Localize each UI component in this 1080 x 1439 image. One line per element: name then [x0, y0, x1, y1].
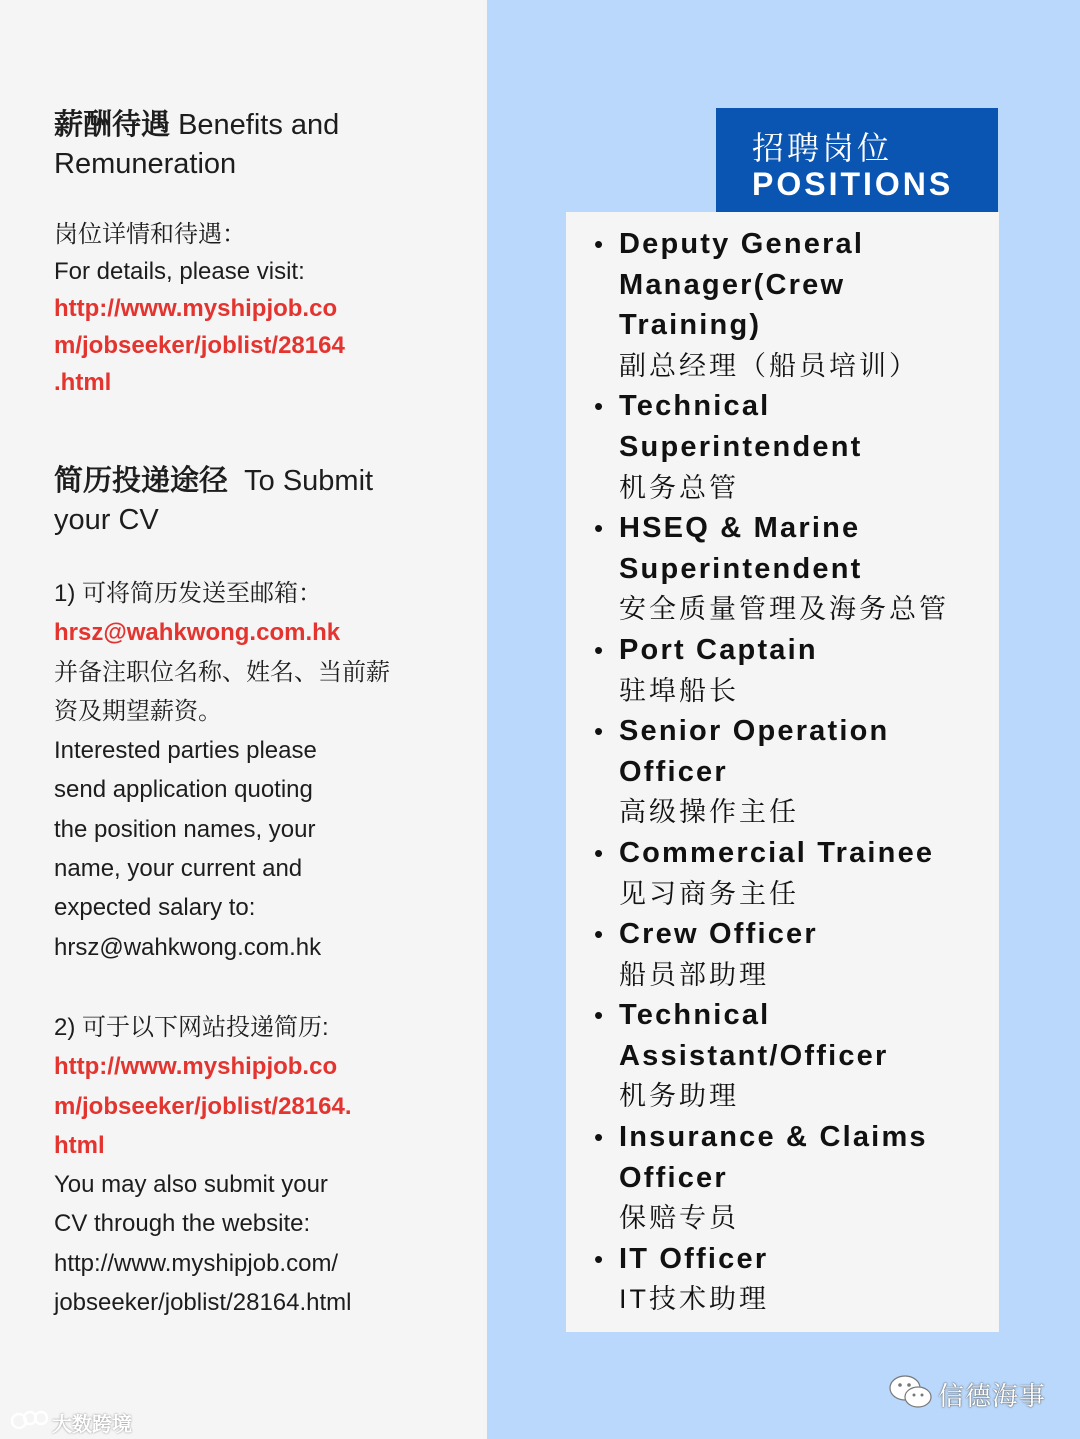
step1-note-en-5: expected salary to: — [54, 894, 256, 922]
submit-heading — [54, 462, 474, 540]
position-item — [592, 508, 949, 630]
details-label-zh: 岗位详情和待遇： — [54, 221, 246, 248]
positions-list — [592, 224, 949, 1320]
corner-watermark — [10, 1404, 150, 1434]
benefits-heading — [54, 106, 474, 184]
step1-note-en-2: send application quoting — [54, 776, 313, 804]
position-en: HSEQ & Marine — [619, 512, 861, 545]
details-label-en: For details, please visit: — [54, 258, 305, 285]
bullet: • — [594, 1122, 604, 1153]
submit-heading-en-2: your CV — [54, 504, 159, 536]
position-zh: 安全质量管理及海务总管 — [619, 594, 949, 625]
bullet: • — [594, 391, 604, 422]
position-zh: 副总经理（船员培训） — [619, 350, 919, 381]
position-en: Senior Operation — [619, 715, 890, 748]
position-zh: IT技术助理 — [619, 1284, 769, 1315]
wechat-name: 信德海事 — [938, 1381, 1047, 1411]
bullet: • — [594, 1000, 604, 1031]
position-en: Deputy General — [619, 228, 865, 260]
position-item — [592, 630, 949, 711]
bullet: • — [594, 919, 604, 950]
position-item — [592, 995, 949, 1117]
benefits-details — [54, 216, 474, 401]
benefits-heading-zh: 薪酬待遇 — [54, 109, 171, 141]
benefits-url-line-3[interactable]: .html — [54, 369, 112, 396]
bullet: • — [594, 229, 604, 259]
position-zh: 驻埠船长 — [619, 675, 739, 706]
position-en: Superintendent — [619, 430, 863, 463]
bullet: • — [594, 716, 604, 747]
submit-heading-zh: 简历投递途径 — [54, 465, 229, 497]
position-en: Technical — [619, 390, 771, 423]
step2-note-en-4: jobseeker/joblist/28164.html — [54, 1289, 352, 1317]
position-item — [592, 1239, 949, 1320]
position-item — [592, 914, 949, 995]
wechat-watermark — [888, 1370, 1048, 1414]
step2-note-en-1: You may also submit your — [54, 1171, 328, 1199]
position-en: IT Officer — [619, 1242, 769, 1275]
position-item — [592, 386, 949, 508]
position-item — [592, 1117, 949, 1239]
position-en: Technical — [619, 999, 771, 1032]
corner-text: 大数跨境 — [52, 1414, 132, 1436]
bullet: • — [594, 1243, 604, 1274]
position-zh: 船员部助理 — [619, 959, 769, 990]
bullet: • — [594, 634, 604, 665]
submit-step2 — [54, 1008, 474, 1322]
submit-url-line-2[interactable]: m/jobseeker/joblist/28164. — [54, 1092, 352, 1120]
position-en: Commercial Trainee — [619, 836, 935, 869]
step1-note-en-1: Interested parties please — [54, 737, 317, 765]
step1-note-zh-1: 并备注职位名称、姓名、当前薪 — [54, 658, 390, 686]
step1-label: 1) 可将简历发送至邮箱： — [54, 580, 323, 607]
submit-heading-en: To Submit — [228, 465, 374, 497]
position-item — [592, 711, 949, 833]
brand-logo-icon — [10, 1408, 50, 1432]
step2-label: 2) 可于以下网站投递简历: — [54, 1014, 329, 1041]
email-link[interactable]: hrsz@wahkwong.com.hk — [54, 619, 341, 647]
step1-note-en-3: the position names, your — [54, 815, 316, 843]
wechat-icon — [888, 1372, 934, 1412]
position-item — [592, 224, 949, 386]
position-en: Superintendent — [619, 552, 863, 585]
position-en: Port Captain — [619, 633, 818, 666]
position-en: Assistant/Officer — [619, 1039, 889, 1072]
benefits-heading-en: Benefits and — [170, 109, 340, 141]
submit-url-line-3[interactable]: html — [54, 1131, 105, 1159]
benefits-heading-en-2: Remuneration — [54, 148, 237, 180]
bullet: • — [594, 837, 604, 868]
step1-note-en-4: name, your current and — [54, 855, 303, 883]
position-zh: 高级操作主任 — [619, 797, 799, 828]
benefits-url-line-1[interactable]: http://www.myshipjob.co — [54, 295, 338, 322]
positions-box — [566, 212, 999, 1332]
position-zh: 保赔专员 — [619, 1203, 739, 1234]
position-zh: 机务总管 — [619, 472, 739, 503]
positions-header-en: POSITIONS — [752, 166, 954, 202]
positions-header — [716, 108, 998, 212]
position-en: Officer — [619, 1161, 728, 1194]
position-en: Officer — [619, 755, 728, 788]
step2-note-en-3: http://www.myshipjob.com/ — [54, 1249, 339, 1277]
position-en: Manager(Crew — [619, 268, 846, 301]
positions-header-zh: 招聘岗位 — [752, 130, 893, 166]
position-item — [592, 833, 949, 914]
benefits-url-line-2[interactable]: m/jobseeker/joblist/28164 — [54, 332, 345, 359]
submit-url-line-1[interactable]: http://www.myshipjob.co — [54, 1053, 338, 1081]
position-en: Crew Officer — [619, 918, 818, 951]
position-zh: 机务助理 — [619, 1081, 739, 1112]
position-zh: 见习商务主任 — [619, 878, 799, 909]
step1-note-zh-2: 资及期望薪资。 — [54, 697, 222, 725]
submit-step1 — [54, 574, 474, 967]
position-en: Training) — [619, 309, 762, 342]
step2-note-en-2: CV through the website: — [54, 1210, 311, 1238]
position-en: Insurance & Claims — [619, 1121, 928, 1154]
step1-note-en-6: hrsz@wahkwong.com.hk — [54, 933, 322, 961]
bullet: • — [594, 513, 604, 544]
